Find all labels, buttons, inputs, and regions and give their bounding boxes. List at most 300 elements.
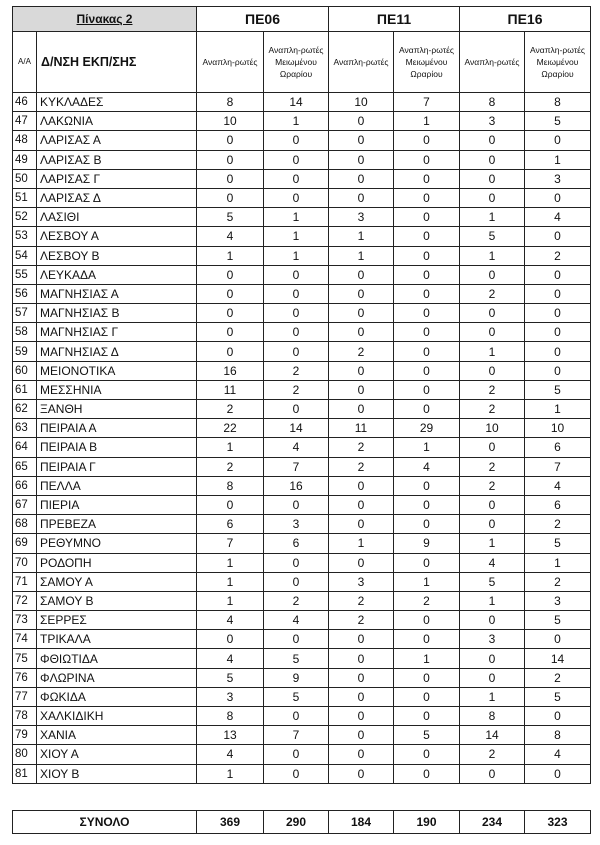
table-row: [13, 707, 591, 726]
cell-value: 0: [525, 630, 591, 649]
row-number: 71: [13, 572, 37, 591]
cell-value: 8: [460, 707, 525, 726]
cell-value: 1: [525, 553, 591, 572]
row-number: 54: [13, 246, 37, 265]
cell-value: 0: [329, 323, 394, 342]
cell-value: 0: [197, 630, 264, 649]
cell-value: 0: [264, 630, 329, 649]
row-number: 69: [13, 534, 37, 553]
directorate-name: ΛΕΥΚΑΔΑ: [37, 265, 197, 284]
cell-value: 1: [197, 591, 264, 610]
cell-value: 2: [525, 572, 591, 591]
directorate-name: ΠΡΕΒΕΖΑ: [37, 515, 197, 534]
total-row: [13, 811, 591, 834]
cell-value: 10: [197, 112, 264, 131]
directorate-name: ΛΑΣΙΘΙ: [37, 208, 197, 227]
row-number: 59: [13, 342, 37, 361]
row-number: 46: [13, 93, 37, 112]
cell-value: 0: [394, 476, 460, 495]
cell-value: 6: [197, 515, 264, 534]
cell-value: 1: [329, 534, 394, 553]
cell-value: 2: [460, 476, 525, 495]
cell-value: 6: [264, 534, 329, 553]
cell-value: 0: [264, 764, 329, 783]
table-row: [13, 93, 591, 112]
cell-value: 0: [329, 265, 394, 284]
cell-value: 10: [525, 419, 591, 438]
cell-value: 0: [394, 208, 460, 227]
table-row: [13, 687, 591, 706]
cell-value: 1: [197, 246, 264, 265]
cell-value: 0: [394, 169, 460, 188]
table-row: [13, 764, 591, 783]
cell-value: 7: [264, 726, 329, 745]
cell-value: 1: [460, 534, 525, 553]
cell-value: 0: [329, 400, 394, 419]
cell-value: 0: [394, 611, 460, 630]
cell-value: 11: [329, 419, 394, 438]
cell-value: 5: [525, 687, 591, 706]
cell-value: 5: [460, 572, 525, 591]
cell-value: 1: [460, 591, 525, 610]
cell-value: 1: [197, 553, 264, 572]
directorate-name: ΣΕΡΡΕΣ: [37, 611, 197, 630]
directorate-name: ΛΑΡΙΣΑΣ Γ: [37, 169, 197, 188]
table-row: [13, 591, 591, 610]
cell-value: 0: [197, 131, 264, 150]
cell-value: 2: [264, 361, 329, 380]
cell-value: 0: [525, 227, 591, 246]
cell-value: 0: [329, 380, 394, 399]
row-number: 73: [13, 611, 37, 630]
table-row: [13, 188, 591, 207]
table-row: [13, 668, 591, 687]
cell-value: 14: [460, 726, 525, 745]
table-row: [13, 265, 591, 284]
cell-value: 0: [525, 707, 591, 726]
cell-value: 1: [264, 246, 329, 265]
cell-value: 0: [394, 361, 460, 380]
col-pe06-a: Αναπλη-ρωτές: [197, 32, 264, 93]
cell-value: 0: [264, 745, 329, 764]
table-row: [13, 419, 591, 438]
total-value: 190: [394, 811, 460, 834]
row-number: 74: [13, 630, 37, 649]
cell-value: 4: [264, 611, 329, 630]
row-number: 63: [13, 419, 37, 438]
cell-value: 1: [329, 227, 394, 246]
group-header-row: [13, 7, 591, 32]
cell-value: 3: [264, 515, 329, 534]
table-row: [13, 630, 591, 649]
cell-value: 0: [460, 438, 525, 457]
cell-value: 0: [460, 169, 525, 188]
cell-value: 1: [197, 438, 264, 457]
cell-value: 0: [394, 687, 460, 706]
row-number: 65: [13, 457, 37, 476]
cell-value: 0: [329, 495, 394, 514]
row-number: 52: [13, 208, 37, 227]
cell-value: 2: [329, 591, 394, 610]
cell-value: 0: [264, 284, 329, 303]
cell-value: 0: [525, 361, 591, 380]
cell-value: 0: [264, 188, 329, 207]
row-number: 61: [13, 380, 37, 399]
row-number: 56: [13, 284, 37, 303]
cell-value: 1: [264, 112, 329, 131]
table-row: [13, 342, 591, 361]
cell-value: 0: [394, 265, 460, 284]
cell-value: 0: [329, 131, 394, 150]
cell-value: 0: [264, 495, 329, 514]
col-pe11-a: Αναπλη-ρωτές: [329, 32, 394, 93]
cell-value: 0: [264, 400, 329, 419]
cell-value: 4: [525, 476, 591, 495]
row-number: 75: [13, 649, 37, 668]
cell-value: 3: [525, 169, 591, 188]
cell-value: 5: [394, 726, 460, 745]
cell-value: 2: [264, 591, 329, 610]
row-number: 51: [13, 188, 37, 207]
cell-value: 1: [394, 112, 460, 131]
cell-value: 11: [197, 380, 264, 399]
cell-value: 5: [264, 649, 329, 668]
table-body: [13, 93, 591, 784]
cell-value: 2: [460, 400, 525, 419]
table-row: [13, 611, 591, 630]
table-row: [13, 131, 591, 150]
cell-value: 14: [264, 93, 329, 112]
cell-value: 0: [460, 668, 525, 687]
cell-value: 2: [197, 457, 264, 476]
cell-value: 3: [329, 572, 394, 591]
total-value: 184: [329, 811, 394, 834]
cell-value: 14: [264, 419, 329, 438]
row-number: 72: [13, 591, 37, 610]
total-label: ΣΥΝΟΛΟ: [13, 811, 197, 834]
table-row: [13, 304, 591, 323]
table-row: [13, 112, 591, 131]
row-number: 53: [13, 227, 37, 246]
cell-value: 0: [394, 515, 460, 534]
cell-value: 0: [460, 361, 525, 380]
col-dnsi-header: Δ/ΝΣΗ ΕΚΠ/ΣΗΣ: [37, 32, 197, 93]
cell-value: 4: [460, 553, 525, 572]
cell-value: 2: [460, 284, 525, 303]
cell-value: 0: [329, 707, 394, 726]
row-number: 81: [13, 764, 37, 783]
cell-value: 0: [197, 265, 264, 284]
cell-value: 3: [329, 208, 394, 227]
cell-value: 0: [460, 611, 525, 630]
cell-value: 0: [394, 553, 460, 572]
cell-value: 4: [525, 745, 591, 764]
cell-value: 0: [460, 265, 525, 284]
cell-value: 2: [329, 457, 394, 476]
cell-value: 29: [394, 419, 460, 438]
data-table: [12, 6, 591, 784]
cell-value: 7: [394, 93, 460, 112]
cell-value: 1: [460, 208, 525, 227]
row-number: 79: [13, 726, 37, 745]
cell-value: 0: [460, 764, 525, 783]
cell-value: 6: [525, 495, 591, 514]
col-pe16-a: Αναπλη-ρωτές: [460, 32, 525, 93]
cell-value: 22: [197, 419, 264, 438]
row-number: 58: [13, 323, 37, 342]
directorate-name: ΠΕΙΡΑΙΑ Β: [37, 438, 197, 457]
cell-value: 4: [197, 745, 264, 764]
total-value: 369: [197, 811, 264, 834]
cell-value: 0: [525, 131, 591, 150]
cell-value: 0: [329, 169, 394, 188]
table-row: [13, 438, 591, 457]
cell-value: 6: [525, 438, 591, 457]
cell-value: 3: [460, 630, 525, 649]
cell-value: 0: [525, 323, 591, 342]
cell-value: 9: [394, 534, 460, 553]
cell-value: 9: [264, 668, 329, 687]
cell-value: 2: [460, 745, 525, 764]
cell-value: 8: [525, 93, 591, 112]
directorate-name: ΜΕΣΣΗΝΙΑ: [37, 380, 197, 399]
directorate-name: ΛΕΣΒΟΥ Β: [37, 246, 197, 265]
cell-value: 2: [329, 438, 394, 457]
cell-value: 0: [329, 649, 394, 668]
table-row: [13, 649, 591, 668]
cell-value: 13: [197, 726, 264, 745]
cell-value: 8: [197, 707, 264, 726]
cell-value: 8: [525, 726, 591, 745]
directorate-name: ΛΑΚΩΝΙΑ: [37, 112, 197, 131]
cell-value: 2: [525, 668, 591, 687]
table-row: [13, 169, 591, 188]
row-number: 70: [13, 553, 37, 572]
row-number: 76: [13, 668, 37, 687]
directorate-name: ΧΑΝΙΑ: [37, 726, 197, 745]
cell-value: 1: [197, 764, 264, 783]
directorate-name: ΧΑΛΚΙΔΙΚΗ: [37, 707, 197, 726]
group-pe06: ΠΕ06: [197, 7, 329, 32]
table-row: [13, 553, 591, 572]
cell-value: 0: [394, 707, 460, 726]
cell-value: 0: [394, 150, 460, 169]
cell-value: 0: [394, 131, 460, 150]
cell-value: 0: [197, 284, 264, 303]
cell-value: 0: [460, 515, 525, 534]
cell-value: 2: [460, 380, 525, 399]
cell-value: 4: [264, 438, 329, 457]
cell-value: 0: [394, 745, 460, 764]
total-value: 290: [264, 811, 329, 834]
cell-value: 5: [525, 380, 591, 399]
cell-value: 2: [197, 400, 264, 419]
table-row: [13, 284, 591, 303]
table-row: [13, 745, 591, 764]
row-number: 68: [13, 515, 37, 534]
cell-value: 0: [197, 323, 264, 342]
cell-value: 0: [197, 342, 264, 361]
cell-value: 0: [460, 150, 525, 169]
cell-value: 8: [197, 93, 264, 112]
cell-value: 0: [329, 476, 394, 495]
row-number: 77: [13, 687, 37, 706]
cell-value: 0: [394, 323, 460, 342]
table-row: [13, 726, 591, 745]
cell-value: 0: [329, 764, 394, 783]
directorate-name: ΡΕΘΥΜΝΟ: [37, 534, 197, 553]
cell-value: 5: [525, 611, 591, 630]
cell-value: 1: [460, 246, 525, 265]
cell-value: 0: [394, 284, 460, 303]
row-number: 66: [13, 476, 37, 495]
cell-value: 0: [394, 400, 460, 419]
cell-value: 0: [394, 668, 460, 687]
cell-value: 4: [197, 227, 264, 246]
col-pe16-b: Αναπλη-ρωτές Μειωμένου Ωραρίου: [525, 32, 591, 93]
cell-value: 0: [329, 284, 394, 303]
cell-value: 0: [329, 668, 394, 687]
group-pe11: ΠΕ11: [329, 7, 460, 32]
cell-value: 1: [460, 687, 525, 706]
cell-value: 0: [394, 246, 460, 265]
row-number: 55: [13, 265, 37, 284]
directorate-name: ΜΑΓΝΗΣΙΑΣ Β: [37, 304, 197, 323]
col-aa-header: Α/Α: [13, 32, 37, 93]
cell-value: 0: [329, 150, 394, 169]
cell-value: 0: [525, 304, 591, 323]
cell-value: 4: [525, 208, 591, 227]
cell-value: 0: [460, 304, 525, 323]
cell-value: 0: [460, 188, 525, 207]
cell-value: 0: [394, 227, 460, 246]
directorate-name: ΞΑΝΘΗ: [37, 400, 197, 419]
cell-value: 8: [460, 93, 525, 112]
cell-value: 0: [394, 764, 460, 783]
cell-value: 0: [460, 649, 525, 668]
cell-value: 1: [394, 649, 460, 668]
cell-value: 16: [264, 476, 329, 495]
cell-value: 0: [329, 515, 394, 534]
table-row: [13, 534, 591, 553]
directorate-name: ΠΕΙΡΑΙΑ Α: [37, 419, 197, 438]
cell-value: 4: [197, 611, 264, 630]
cell-value: 0: [264, 572, 329, 591]
cell-value: 5: [525, 112, 591, 131]
cell-value: 5: [197, 668, 264, 687]
cell-value: 0: [525, 764, 591, 783]
cell-value: 0: [460, 323, 525, 342]
cell-value: 0: [329, 553, 394, 572]
directorate-name: ΦΛΩΡΙΝΑ: [37, 668, 197, 687]
cell-value: 0: [264, 131, 329, 150]
directorate-name: ΦΘΙΩΤΙΔΑ: [37, 649, 197, 668]
cell-value: 3: [197, 687, 264, 706]
col-pe11-b: Αναπλη-ρωτές Μειωμένου Ωραρίου: [394, 32, 460, 93]
table-row: [13, 361, 591, 380]
cell-value: 1: [197, 572, 264, 591]
cell-value: 0: [197, 495, 264, 514]
directorate-name: ΛΑΡΙΣΑΣ Β: [37, 150, 197, 169]
cell-value: 0: [394, 380, 460, 399]
cell-value: 0: [264, 169, 329, 188]
cell-value: 0: [264, 342, 329, 361]
directorate-name: ΡΟΔΟΠΗ: [37, 553, 197, 572]
cell-value: 5: [525, 534, 591, 553]
cell-value: 1: [525, 400, 591, 419]
table-row: [13, 208, 591, 227]
cell-value: 0: [460, 495, 525, 514]
directorate-name: ΜΕΙΟΝΟΤΙΚΑ: [37, 361, 197, 380]
directorate-name: ΧΙΟΥ Β: [37, 764, 197, 783]
cell-value: 0: [329, 112, 394, 131]
directorate-name: ΜΑΓΝΗΣΙΑΣ Α: [37, 284, 197, 303]
col-pe06-b: Αναπλη-ρωτές Μειωμένου Ωραρίου: [264, 32, 329, 93]
cell-value: 2: [264, 380, 329, 399]
row-number: 64: [13, 438, 37, 457]
total-table: [12, 810, 591, 834]
directorate-name: ΠΙΕΡΙΑ: [37, 495, 197, 514]
cell-value: 0: [394, 342, 460, 361]
table-row: [13, 495, 591, 514]
total-block: [12, 810, 590, 834]
directorate-name: ΚΥΚΛΑΔΕΣ: [37, 93, 197, 112]
cell-value: 1: [460, 342, 525, 361]
directorate-name: ΦΩΚΙΔΑ: [37, 687, 197, 706]
cell-value: 1: [264, 227, 329, 246]
cell-value: 0: [394, 188, 460, 207]
cell-value: 2: [329, 342, 394, 361]
cell-value: 7: [197, 534, 264, 553]
row-number: 67: [13, 495, 37, 514]
directorate-name: ΣΑΜΟΥ Β: [37, 591, 197, 610]
cell-value: 3: [525, 591, 591, 610]
cell-value: 5: [264, 687, 329, 706]
table-row: [13, 572, 591, 591]
cell-value: 2: [525, 246, 591, 265]
cell-value: 0: [197, 304, 264, 323]
table-row: [13, 380, 591, 399]
cell-value: 2: [460, 457, 525, 476]
cell-value: 0: [264, 150, 329, 169]
cell-value: 1: [525, 150, 591, 169]
cell-value: 7: [264, 457, 329, 476]
table-row: [13, 515, 591, 534]
cell-value: 7: [525, 457, 591, 476]
row-number: 80: [13, 745, 37, 764]
cell-value: 1: [329, 246, 394, 265]
directorate-name: ΛΑΡΙΣΑΣ Α: [37, 131, 197, 150]
cell-value: 0: [394, 630, 460, 649]
cell-value: 0: [394, 304, 460, 323]
directorate-name: ΜΑΓΝΗΣΙΑΣ Δ: [37, 342, 197, 361]
cell-value: 1: [394, 572, 460, 591]
cell-value: 0: [197, 150, 264, 169]
sub-header-row: [13, 32, 591, 93]
row-number: 50: [13, 169, 37, 188]
table-caption: Πίνακας 2: [13, 7, 197, 32]
table-sheet: [12, 6, 590, 784]
directorate-name: ΠΕΛΛΑ: [37, 476, 197, 495]
directorate-name: ΣΑΜΟΥ Α: [37, 572, 197, 591]
cell-value: 0: [264, 265, 329, 284]
cell-value: 4: [394, 457, 460, 476]
cell-value: 0: [264, 553, 329, 572]
cell-value: 0: [460, 131, 525, 150]
cell-value: 5: [197, 208, 264, 227]
group-pe16: ΠΕ16: [460, 7, 591, 32]
cell-value: 8: [197, 476, 264, 495]
